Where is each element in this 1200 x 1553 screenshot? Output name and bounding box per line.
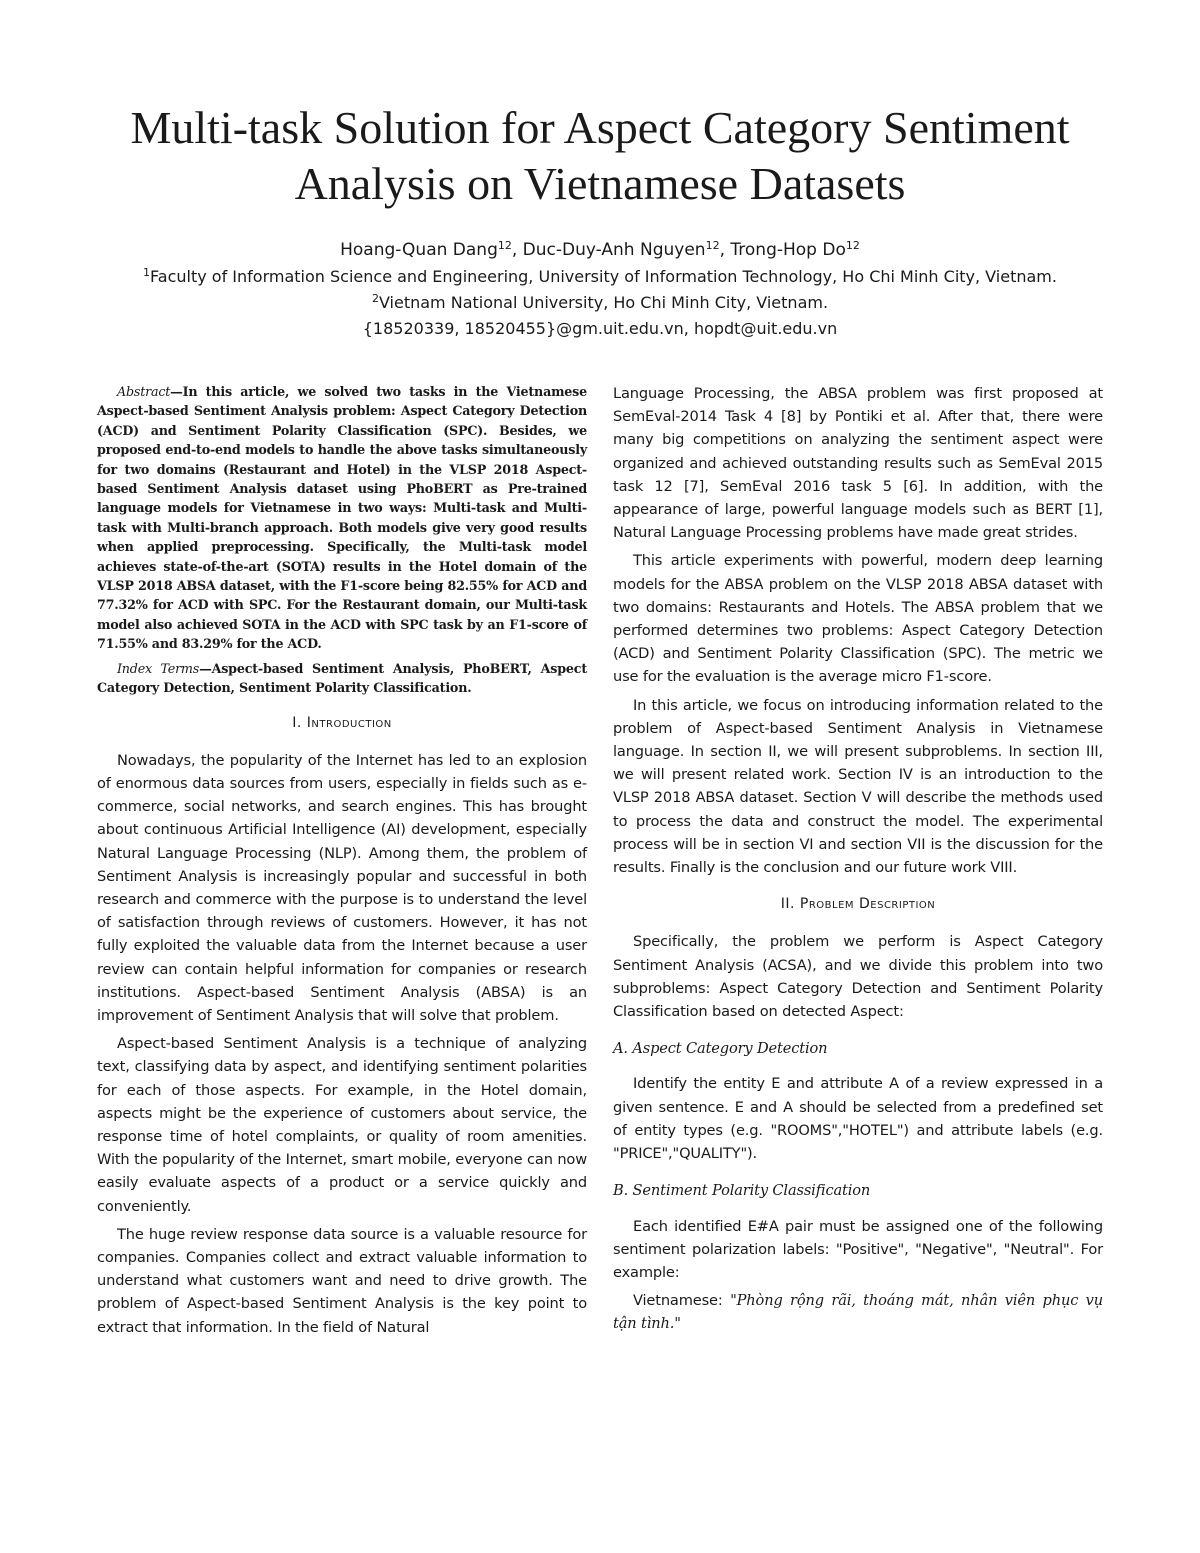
section-heading-introduction	[97, 712, 587, 735]
author-name: Duc-Duy-Anh Nguyen	[522, 240, 706, 260]
body-paragraph: In this article, we focus on introducing information related to the problem of Aspect-based Sentiment Analysis in Vietnamese language. In section II, we will present subproblems. In section III, we will present related work. Section IV is an introduction to the VLSP 2018 ABSA dataset. Section V will describe the methods used to process the data and construct the model. The experimental process will be in section VI and section VII is the discussion for the results. Finally is the conclusion and our future work VIII.	[613, 696, 1103, 877]
affiliation-2	[60, 290, 1140, 316]
author-affiliation-mark: 12	[497, 239, 512, 252]
author-names	[60, 236, 1140, 264]
subsection-heading-sentiment-polarity-classification: B. Sentiment Polarity Classification	[613, 1182, 871, 1200]
affiliation-2-mark: 2	[371, 292, 379, 305]
author-affiliation-mark: 12	[705, 239, 720, 252]
author-name: Trong-Hop Do	[730, 240, 846, 260]
abstract-label: Abstract	[117, 384, 171, 399]
affiliation-1	[60, 264, 1140, 290]
abstract-text: —In this article, we solved two tasks in the Vietnamese Aspect-based Sentiment Analysis problem: Aspect Category Detection (ACD) and Sentiment Polarity Classification (SPC). Besides, we proposed end-to-end models to handle the above tasks simultaneously for two domains (Restaurant and Hotel) in the VLSP 2018 Aspect-based Sentiment Analysis dataset using PhoBERT as Pre-trained language models for Vietnamese in two ways: Multi-task and Multi-task with Multi-branch approach. Both models give very good results when applied preprocessing. Specifically, the Multi-task model achieves state-of-the-art (SOTA) results in the Hotel domain of the VLSP 2018 ABSA dataset, with the F1-score being 82.55% for ACD and 77.32% for ACD with SPC. For the Restaurant domain, our Multi-task model also achieved SOTA in the ACD with SPC task by an F1-score of 71.55% and 83.29% for the ACD.	[97, 384, 587, 652]
body-paragraph: This article experiments with powerful, modern deep learning models for the ABSA problem on the VLSP 2018 ABSA dataset with two domains: Restaurants and Hotels. The ABSA problem that we performed determines two problems: Aspect Category Detection (ACD) and Sentiment Polarity Classification (SPC). The metric we use for the evaluation is the average micro F1-score.	[613, 552, 1103, 686]
right-column	[613, 382, 1103, 1341]
author-block	[60, 236, 1140, 342]
body-paragraph: Specifically, the problem we perform is Aspect Category Sentiment Analysis (ACSA), and we divide this problem into two subproblems: Aspect Category Detection and Sentiment Polarity Classification based on detected Aspect:	[613, 933, 1103, 1021]
body-paragraph: Identify the entity E and attribute A of a review expressed in a given sentence. E and A should be selected from a predefined set of entity types (e.g. "ROOMS","HOTEL") and attribute labels (e.g. "PRICE","QUALITY").	[613, 1075, 1103, 1163]
left-column	[97, 382, 587, 1344]
author-separator: ,	[719, 240, 731, 260]
index-terms	[97, 659, 587, 698]
paper-title-line-2: Analysis on Vietnamese Datasets	[294, 158, 906, 209]
affiliation-1-mark: 1	[143, 266, 151, 279]
affiliation-2-text: Vietnam National University, Ho Chi Minh City, Vietnam.	[378, 293, 829, 312]
abstract	[97, 382, 587, 654]
body-paragraph: Nowadays, the popularity of the Internet has led to an explosion of enormous data sources from users, especially in fields such as e-commerce, social networks, and search engines. This has brought about continuous Artificial Intelligence (AI) development, especially Natural Language Processing (NLP). Among them, the problem of Sentiment Analysis is increasingly popular and successful in both research and commerce with the purpose is to understand the level of satisfaction through reviews of customers. However, it has not fully exploited the valuable data from the Internet because a user review can contain helpful information for companies or research institutions. Aspect-based Sentiment Analysis (ABSA) is an improvement of Sentiment Analysis that will solve that problem.	[97, 751, 587, 1024]
body-paragraph: Aspect-based Sentiment Analysis is a technique of analyzing text, classifying data by aspect, and identifying sentiment polarities for each of those aspects. For example, in the Hotel domain, aspects might be the experience of customers about service, the response time of hotel complaints, or quality of room amenities. With the popularity of the Internet, smart mobile, everyone can now easily evaluate aspects of a product or a service quickly and conveniently.	[97, 1035, 587, 1215]
example-text: "Phòng rộng rãi, thoáng mát, nhân viên phục vụ tận tình."	[613, 1292, 1103, 1333]
author-name: Hoang-Quan Dang	[340, 240, 498, 260]
paper-title-line-1: Multi-task Solution for Aspect Category Sentiment	[130, 102, 1070, 153]
subsection-heading-aspect-category-detection: A. Aspect Category Detection	[613, 1040, 828, 1058]
affiliation-1-text: Faculty of Information Science and Engineering, University of Information Technology, Ho Chi Minh City, Vietnam.	[150, 267, 1057, 286]
body-paragraph: Language Processing, the ABSA problem was first proposed at SemEval-2014 Task 4 [8] by Pontiki et al. After that, there were many big competitions on analyzing the sentiment aspect were organized and achieved outstanding results such as SemEval 2015 task 12 [7], SemEval 2016 task 5 [6]. In addition, with the appearance of large, powerful language models such as BERT [1], Natural Language Processing problems have made great strides.	[613, 385, 1103, 542]
author-separator: ,	[511, 240, 523, 260]
body-paragraph: Each identified E#A pair must be assigned one of the following sentiment polarization labels: "Positive", "Negative", "Neutral". For example:	[613, 1217, 1103, 1281]
body-paragraph: The huge review response data source is a valuable resource for companies. Companies collect and extract valuable information to understand what customers want and need to drive growth. The problem of Aspect-based Sentiment Analysis is the key point to extract that information. In the field of Natural	[97, 1225, 587, 1336]
section-heading-problem-description	[613, 893, 1103, 916]
section-title: Introduction	[306, 714, 392, 731]
section-number: II.	[780, 896, 795, 913]
section-title: Problem Description	[799, 896, 936, 913]
author-affiliation-mark: 12	[845, 239, 860, 252]
example-label: Vietnamese:	[633, 1292, 731, 1310]
index-terms-label: Index Terms	[117, 660, 200, 676]
index-terms-text: —Aspect-based Sentiment Analysis, PhoBERT, Aspect Category Detection, Sentiment Polarity Classification.	[97, 660, 587, 696]
section-number: I.	[292, 714, 302, 731]
author-emails: {18520339, 18520455}@gm.uit.edu.vn, hopdt@uit.edu.vn	[362, 319, 838, 338]
paper-title	[60, 100, 1140, 212]
example-sentence	[613, 1289, 1103, 1335]
